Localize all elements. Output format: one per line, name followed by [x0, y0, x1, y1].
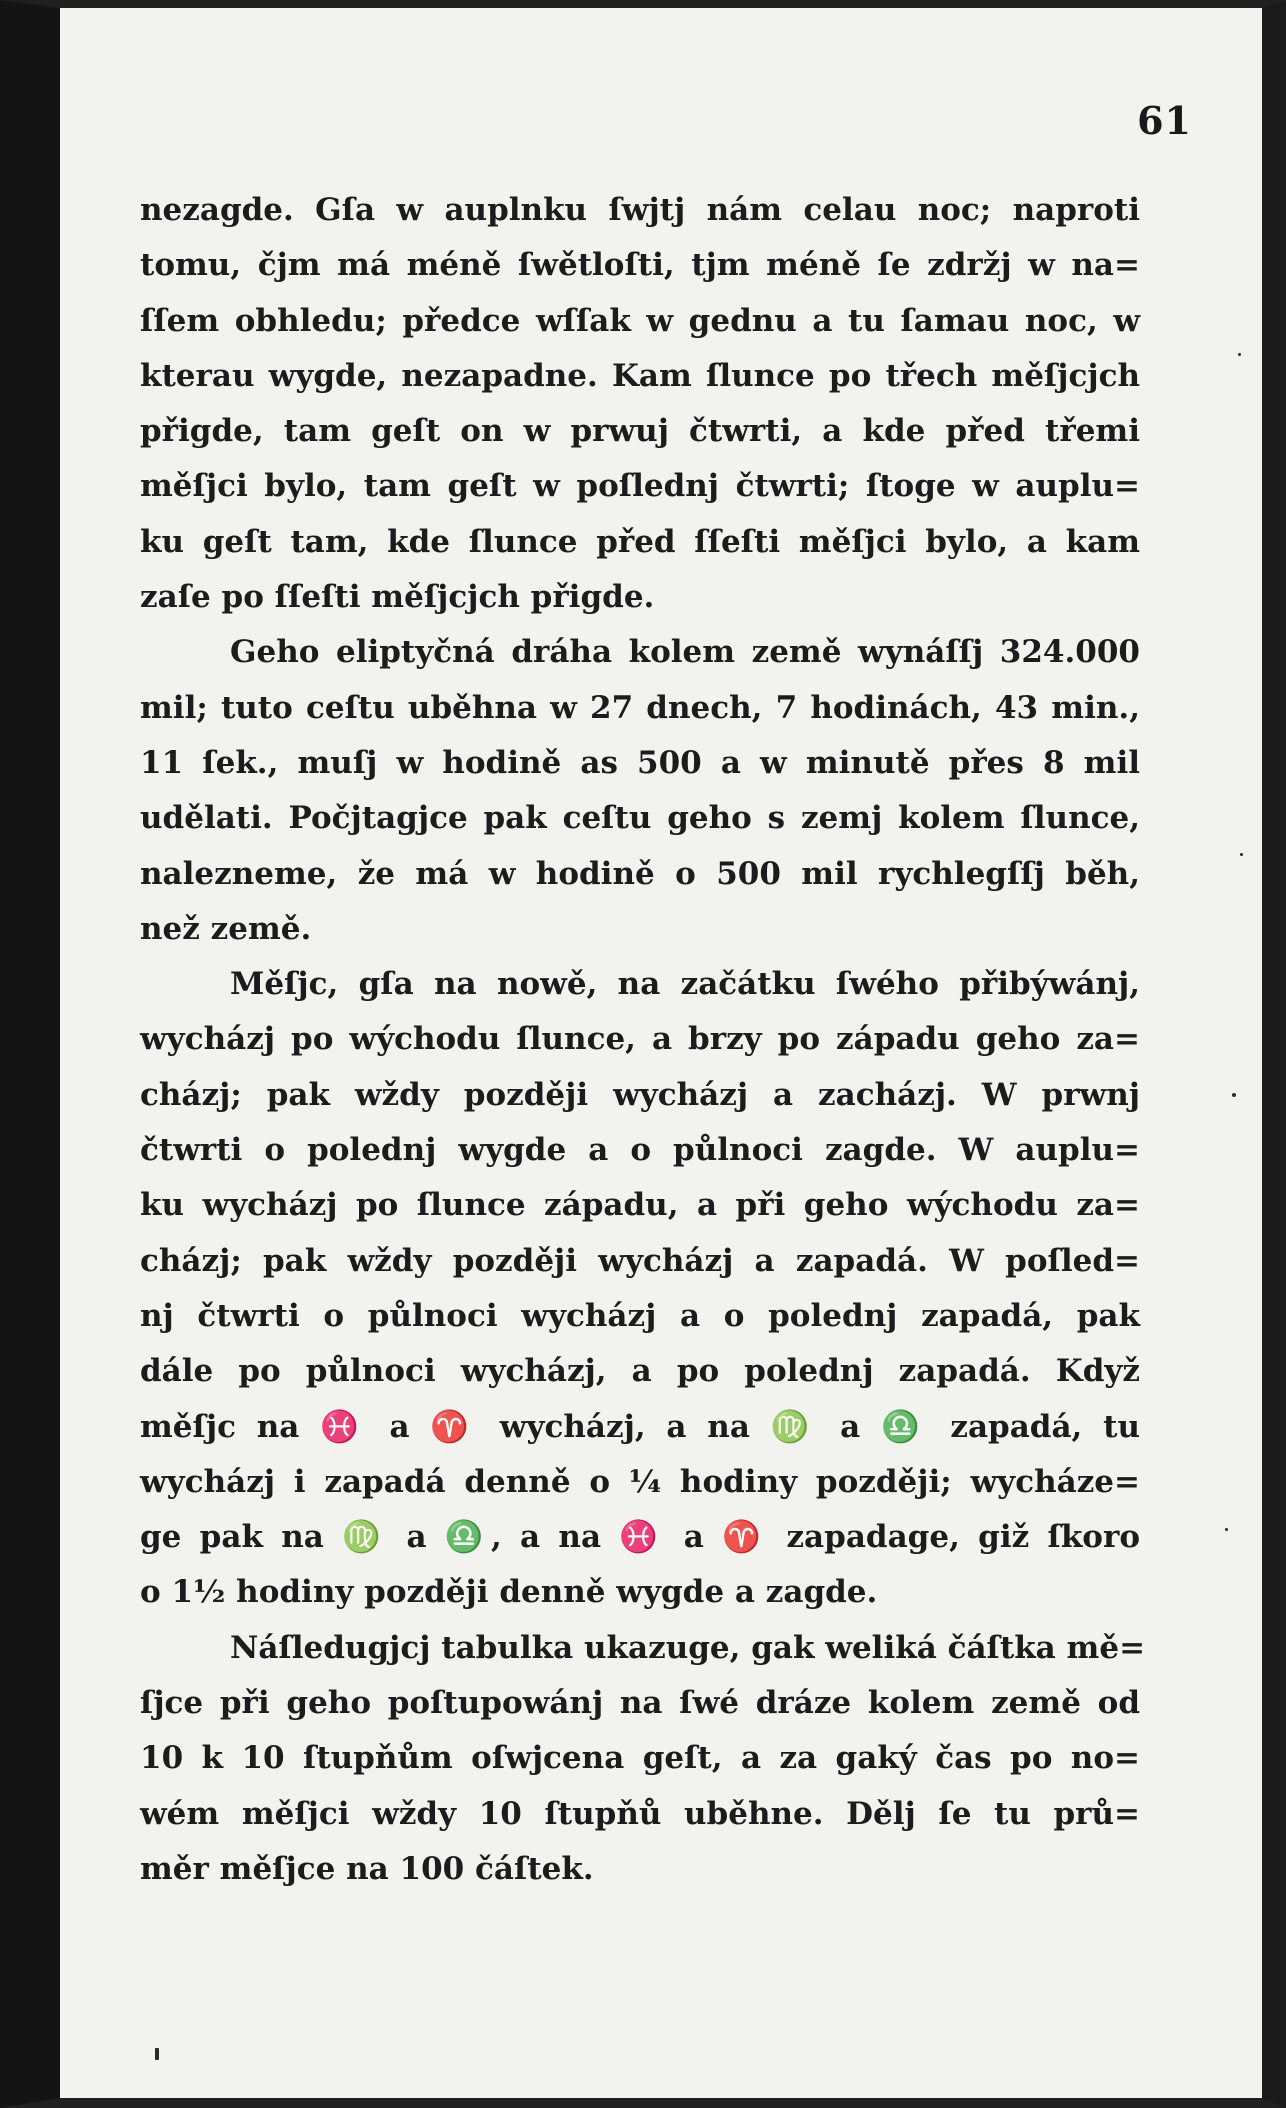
page-number: 61	[1137, 98, 1192, 143]
text-line: měſjci bylo, tam geſt w poſlednj čtwrti; ſtoge w auplu=	[140, 468, 1140, 505]
text-line: cházj; pak wždy později wycházj a zapadá. W poſled=	[140, 1242, 1140, 1279]
text-line: ge pak na ♍ a ♎, a na ♓ a ♈ zapadage, giž ſkoro	[140, 1519, 1140, 1556]
scan-speck	[1232, 1093, 1236, 1097]
text-line: 10 k 10 ſtupňům oſwjcena geſt, a za gaký čas po no=	[140, 1740, 1140, 1777]
text-line: 11 ſek., muſj w hodině as 500 a w minutě přes 8 mil	[140, 744, 1140, 781]
text-line: měr měſjce na 100 čáſtek.	[140, 1850, 594, 1887]
book-page	[60, 8, 1262, 2098]
text-line: udělati. Počjtagjce pak ceſtu geho s zemj kolem ſlunce,	[140, 800, 1140, 837]
paragraph-1	[140, 183, 1140, 625]
paragraph-3	[140, 957, 1140, 1621]
text-line: Měſjc, gſa na nowě, na začátku ſwého přibýwánj,	[230, 966, 1140, 1003]
text-line: měſjc na ♓ a ♈ wycházj, a na ♍ a ♎ zapadá, tu	[140, 1408, 1140, 1445]
text-line: ku geſt tam, kde ſlunce před ſſeſti měſjci bylo, a kam	[140, 523, 1140, 560]
scan-speck	[1238, 353, 1241, 356]
text-line: wycházj po wýchodu ſlunce, a brzy po západu geho za=	[140, 1021, 1140, 1058]
scan-speck	[155, 2048, 159, 2060]
text-line: wycházj i zapadá denně o ¼ hodiny později; wycháze=	[140, 1463, 1140, 1500]
paragraph-4	[140, 1621, 1146, 1897]
text-line: čtwrti o polednj wygde a o půlnoci zagde. W auplu=	[140, 1132, 1140, 1169]
text-line: přigde, tam geſt on w prwuj čtwrti, a kde před třemi	[140, 413, 1140, 450]
text-line: než země.	[140, 910, 312, 947]
text-line: wém měſjci wždy 10 ſtupňů uběhne. Dělj ſe tu prů=	[140, 1795, 1140, 1832]
text-line: ſſem obhledu; předce wſſak w gednu a tu ſamau noc, w	[140, 302, 1140, 339]
text-line: mil; tuto ceſtu uběhna w 27 dnech, 7 hodinách, 43 min.,	[140, 689, 1140, 726]
text-line: nj čtwrti o půlnoci wycházj a o polednj zapadá, pak	[140, 1297, 1140, 1334]
scan-speck	[1240, 853, 1243, 856]
text-line: ſjce při geho poſtupowánj na ſwé dráze kolem země od	[140, 1685, 1140, 1722]
text-line: nezagde. Gſa w auplnku ſwjtj nám celau noc; naproti	[140, 192, 1140, 228]
text-line: tomu, čjm má méně ſwětloſti, tjm méně ſe zdržj w na=	[140, 247, 1140, 284]
text-line: Náſledugjcj tabulka ukazuge, gak weliká čáſtka mě=	[230, 1629, 1146, 1666]
text-line: zaſe po ſſeſti měſjcjch přigde.	[140, 579, 655, 616]
text-line: kterau wygde, nezapadne. Kam ſlunce po třech měſjcjch	[140, 357, 1140, 394]
text-line: nalezneme, že má w hodině o 500 mil rychlegſſj běh,	[140, 855, 1140, 892]
body-text	[140, 183, 1146, 1897]
paragraph-2	[140, 625, 1140, 957]
text-line: Geho eliptyčná dráha kolem země wynáſſj 324.000	[230, 634, 1140, 671]
scan-speck	[1225, 1528, 1228, 1531]
text-line: ku wycházj po ſlunce západu, a při geho wýchodu za=	[140, 1187, 1140, 1224]
text-line: o 1½ hodiny později denně wygde a zagde.	[140, 1574, 878, 1611]
text-line: cházj; pak wždy později wycházj a zacházj. W prwnj	[140, 1076, 1140, 1113]
text-line: dále po půlnoci wycházj, a po polednj zapadá. Když	[140, 1353, 1140, 1390]
